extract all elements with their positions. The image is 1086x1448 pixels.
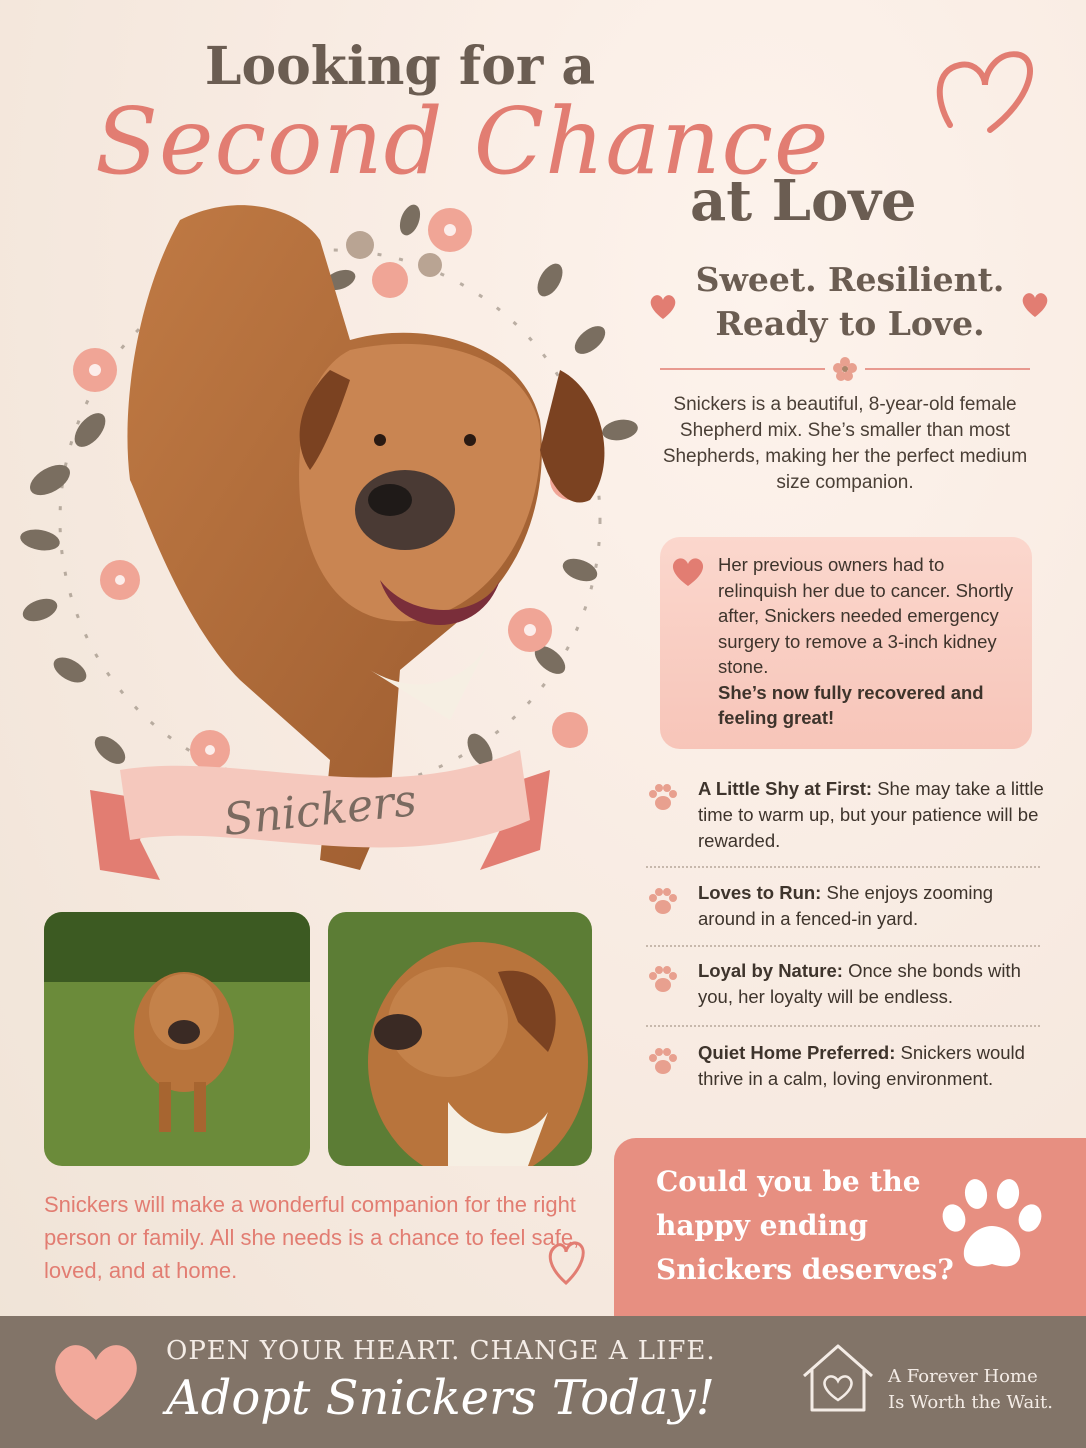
tagline-line2: Ready to Love.	[715, 304, 985, 343]
heart-icon	[670, 556, 706, 588]
footer-tagline	[888, 1364, 1068, 1416]
trait-separator	[646, 1025, 1040, 1027]
cta-text	[656, 1160, 956, 1292]
outline-heart-icon	[544, 1238, 588, 1288]
dog-portrait-photo	[328, 912, 592, 1166]
dog-running-photo	[44, 912, 310, 1166]
paw-icon	[646, 884, 680, 918]
footer-tag-line2: Is Worth the Wait.	[888, 1392, 1053, 1413]
tagline-line1: Sweet. Resilient.	[695, 260, 1005, 299]
paw-icon	[646, 1044, 680, 1078]
trait-description: She may take a little time to warm up, but your patience will be rewarded.	[698, 778, 1044, 851]
house-heart-icon	[796, 1336, 880, 1420]
trait-description: Snickers would thrive in a calm, loving environment.	[698, 1042, 1025, 1089]
trait-title: A Little Shy at First:	[698, 778, 873, 799]
paw-icon	[936, 1168, 1048, 1280]
flower-divider	[660, 356, 1030, 382]
heart-icon	[48, 1336, 144, 1424]
story-part1: Her previous owners had to relinquish her due to cancer. Shortly after, Snickers needed emergency surgery to remove a 3-inch kidney stone.	[718, 554, 1014, 677]
headline-heart-icon	[930, 30, 1040, 140]
story-part2: She’s now fully recovered and feeling great!	[718, 681, 984, 728]
cta-line2: happy ending	[656, 1209, 868, 1242]
trait-title: Loyal by Nature:	[698, 960, 843, 981]
footer-tag-line1: A Forever Home	[888, 1366, 1038, 1387]
trait-description: She enjoys zooming around in a fenced-in yard.	[698, 882, 994, 929]
cta-line3: Snickers deserves?	[656, 1253, 954, 1286]
tagline	[680, 258, 1020, 346]
trait-title: Quiet Home Preferred:	[698, 1042, 896, 1063]
headline-line1: Looking for a	[204, 36, 596, 97]
headline-line3: at Love	[690, 168, 917, 234]
trait-separator	[646, 866, 1040, 868]
cta-line1: Could you be the	[656, 1165, 921, 1198]
name-banner-text: Snickers	[221, 775, 419, 846]
trait-description: Once she bonds with you, her loyalty will be endless.	[698, 960, 1021, 1007]
footer-adopt-text: Adopt Snickers Today!	[166, 1370, 715, 1426]
footer-slogan: OPEN YOUR HEART. CHANGE A LIFE.	[166, 1336, 716, 1366]
trait-title: Loves to Run:	[698, 882, 822, 903]
headline-script: Second Chance	[95, 88, 830, 195]
heart-icon	[1020, 290, 1050, 320]
paw-icon	[646, 962, 680, 996]
intro-text: Snickers is a beautiful, 8-year-old female Shepherd mix. She’s smaller than most Shepherds, making her the perfect medium size companion.	[662, 394, 1028, 493]
story-text	[718, 552, 1028, 731]
closing-message: Snickers will make a wonderful companion for the right person or family. All she needs is a chance to feel safe, loved, and at home.	[44, 1192, 580, 1283]
trait-separator	[646, 945, 1040, 947]
heart-icon	[648, 292, 678, 322]
paw-icon	[646, 780, 680, 814]
